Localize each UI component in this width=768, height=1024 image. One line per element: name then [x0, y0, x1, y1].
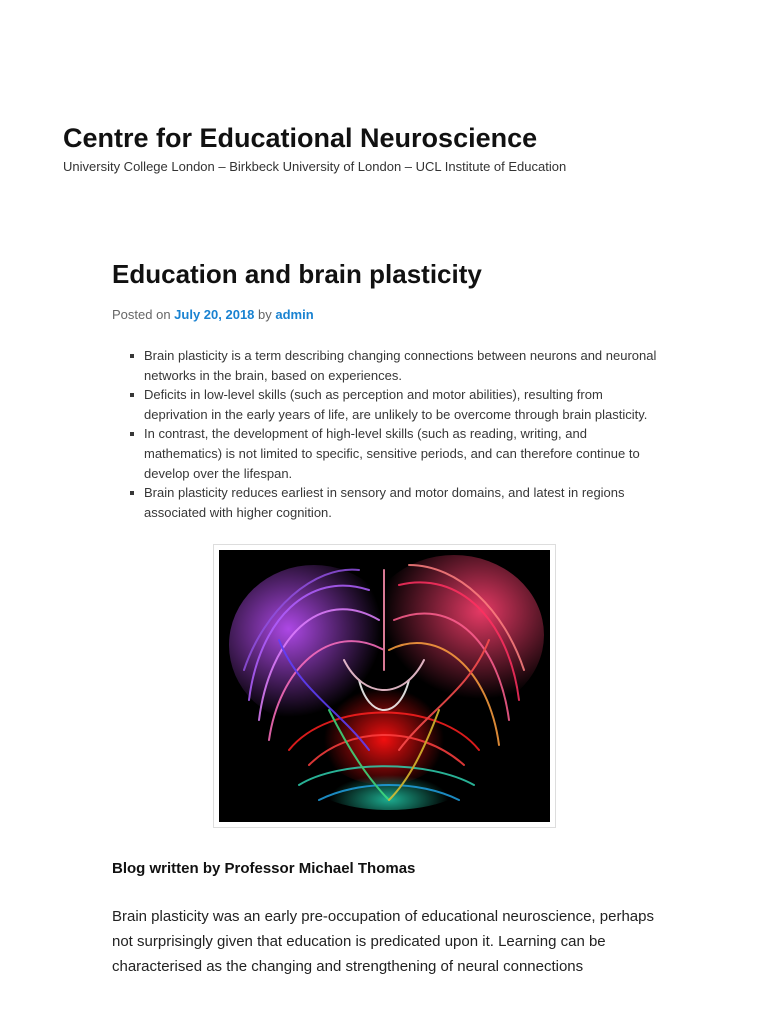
brain-tractography-image[interactable] — [213, 544, 556, 828]
list-item — [130, 483, 657, 522]
square-bullet-icon — [130, 491, 134, 495]
post-title: Education and brain plasticity — [112, 259, 482, 289]
posted-on-label: Posted on — [112, 307, 171, 322]
list-item-text: In contrast, the development of high-level skills (such as reading, writing, and mathematics) is not limited to specific, sensitive periods, and can therefore continue to develop over the lifespan. — [144, 426, 640, 481]
blog-post — [112, 255, 657, 994]
by-label: by — [258, 307, 272, 322]
brain-fibers-graphic — [219, 550, 550, 822]
list-item — [130, 346, 657, 385]
square-bullet-icon — [130, 432, 134, 436]
site-description: University College London – Birkbeck University of London – UCL Institute of Education — [63, 159, 567, 174]
summary-list — [130, 346, 657, 522]
post-date-link[interactable]: July 20, 2018 — [174, 307, 255, 322]
list-item-text: Deficits in low-level skills (such as perception and motor abilities), resulting from deprivation in the early years of life, are unlikely to be overcome through brain plasticity. — [144, 387, 648, 422]
site-header — [63, 120, 723, 176]
post-meta — [112, 306, 657, 324]
list-item-text: Brain plasticity is a term describing changing connections between neurons and neuronal networks in the brain, based on experiences. — [144, 348, 657, 383]
post-body-paragraph: Brain plasticity was an early pre-occupation of educational neuroscience, perhaps not surprisingly given that education is predicated upon it. Learning can be characterised as the changing and strengthening of neural connections — [112, 908, 654, 976]
list-item-text: Brain plasticity reduces earliest in sensory and motor domains, and latest in regions associated with higher cognition. — [144, 485, 625, 520]
list-item — [130, 424, 657, 483]
list-item — [130, 385, 657, 424]
site-title-link[interactable]: Centre for Educational Neuroscience — [63, 123, 538, 153]
square-bullet-icon — [130, 393, 134, 397]
author-link[interactable]: admin — [275, 307, 314, 322]
square-bullet-icon — [130, 354, 134, 358]
post-byline: Blog written by Professor Michael Thomas — [112, 860, 416, 878]
